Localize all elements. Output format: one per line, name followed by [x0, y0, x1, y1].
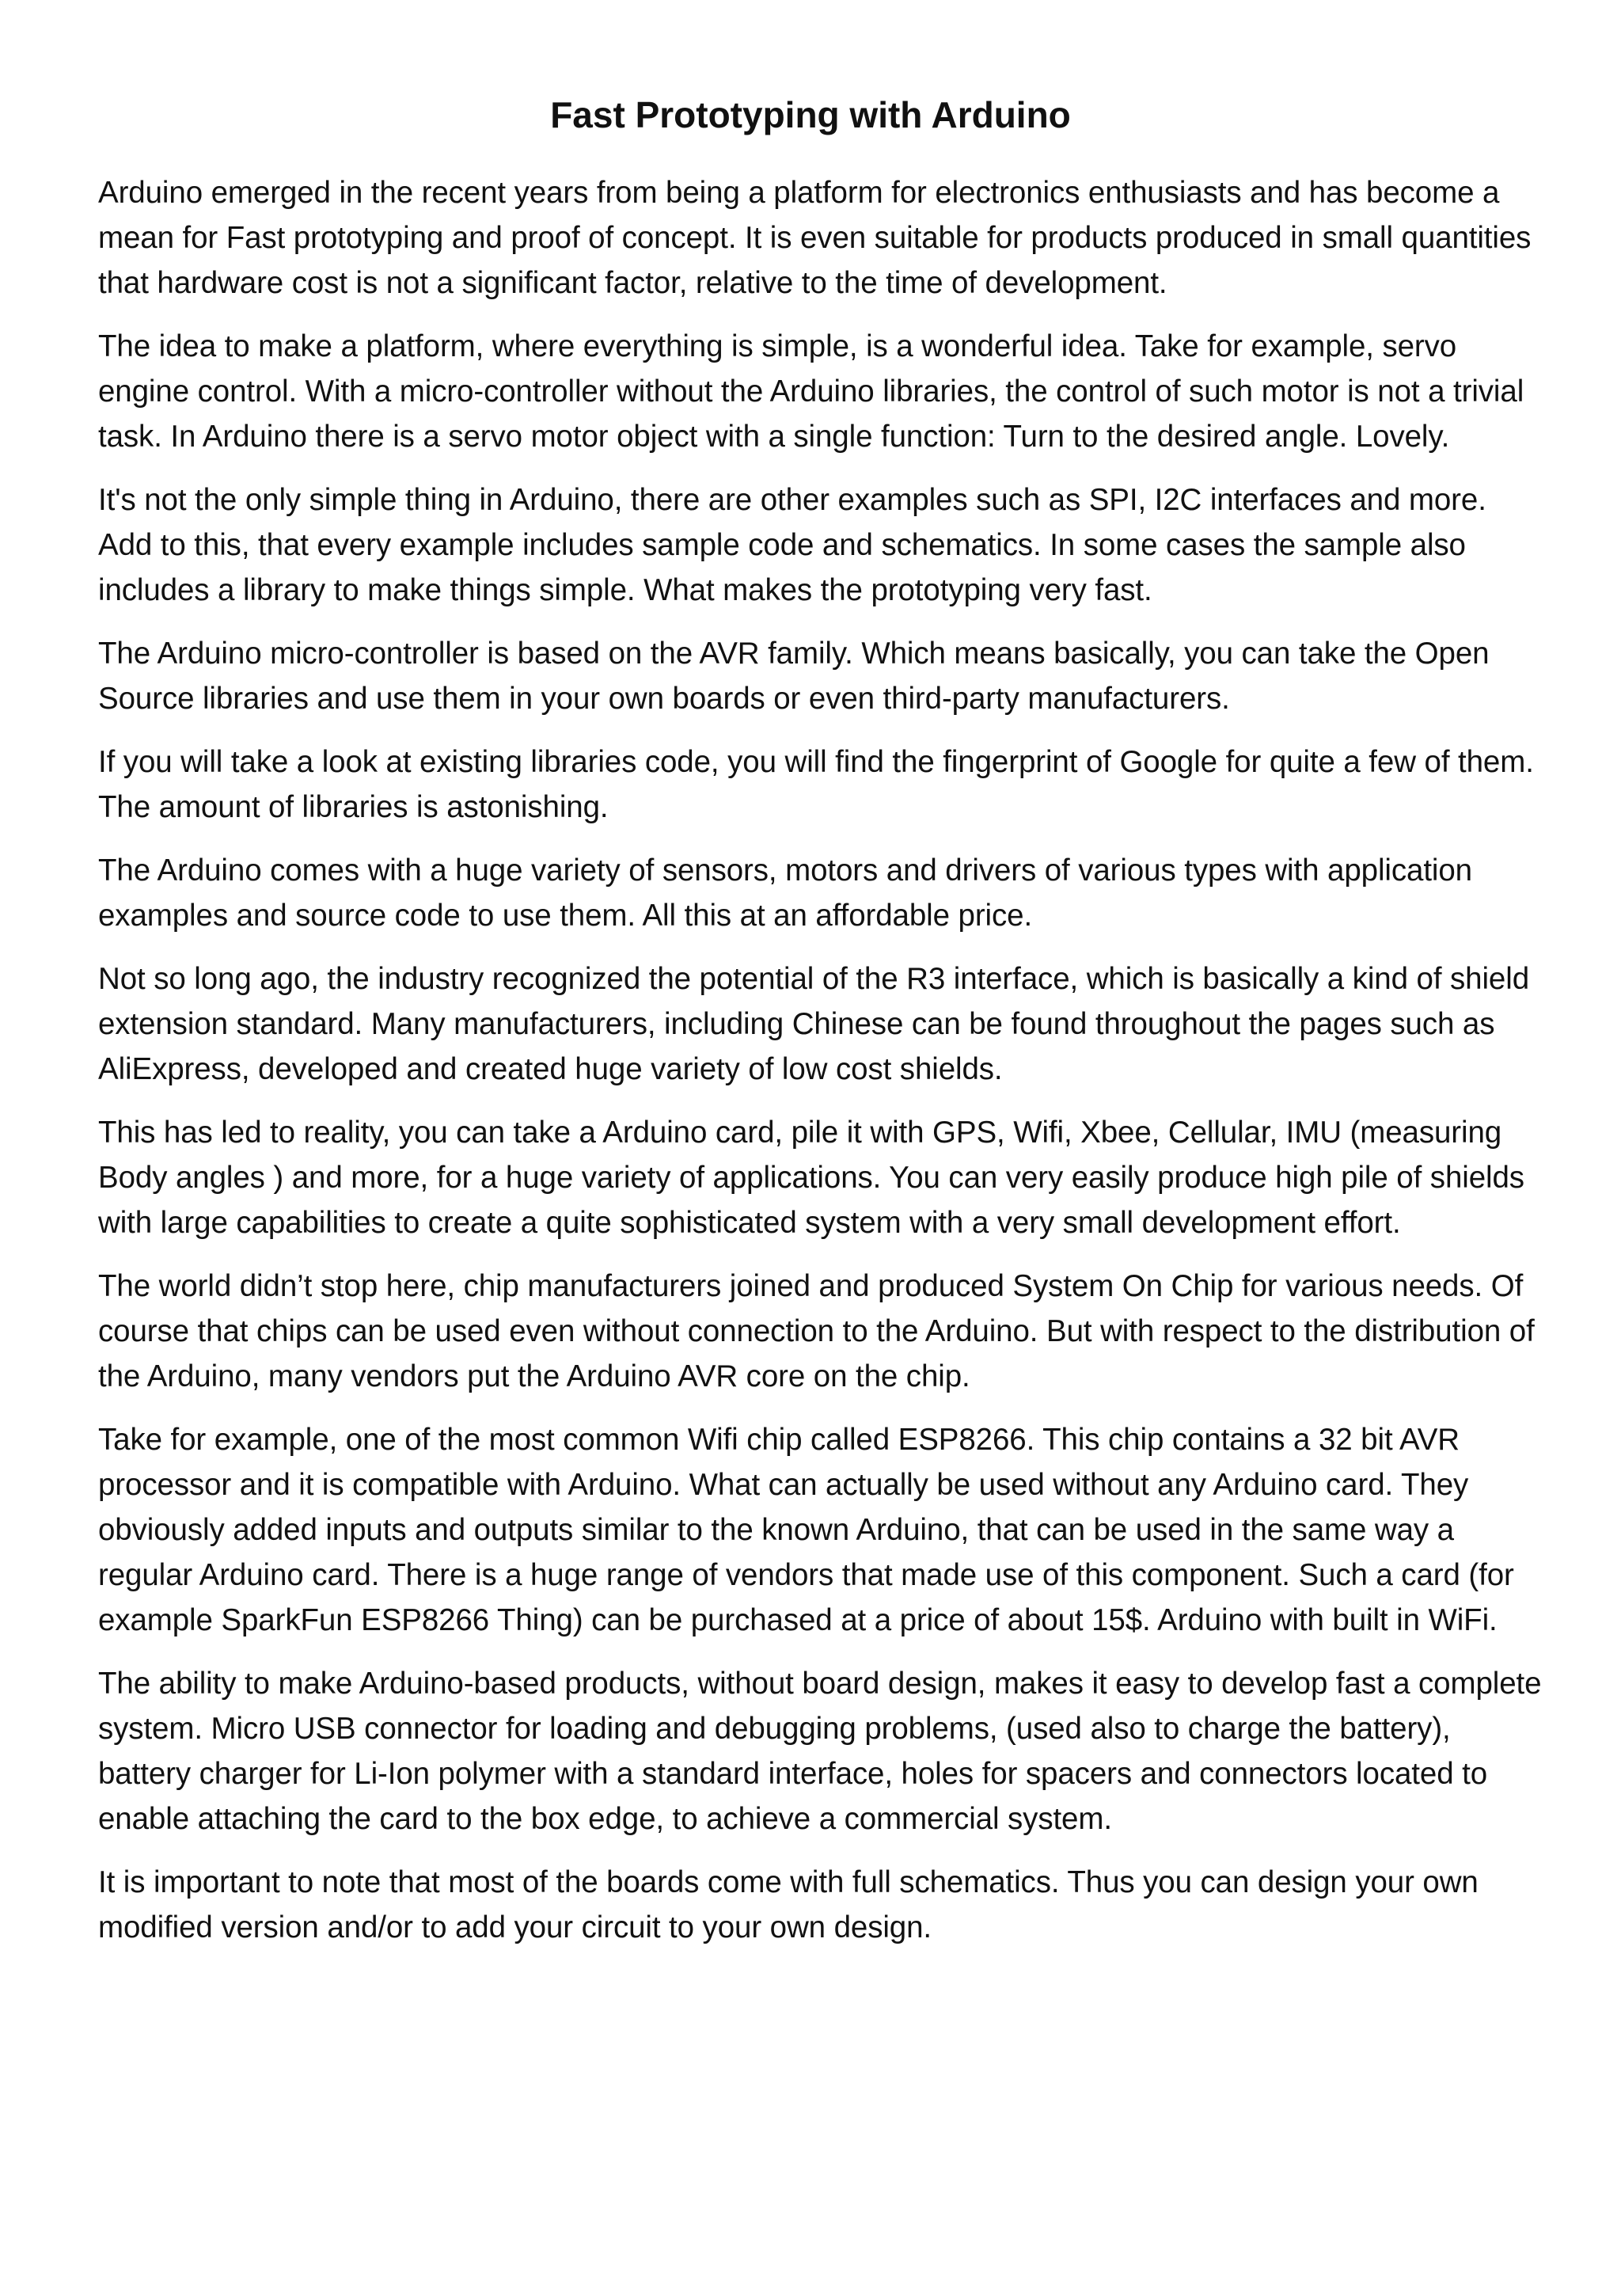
paragraph: Arduino emerged in the recent years from being a platform for electronics enthusiasts and has become a mean for Fast prototyping and proof of concept. It is even suitable for products produced in small quantities that hardware cost is not a significant factor, relative to the time of development. — [98, 176, 1532, 300]
paragraph: The Arduino micro-controller is based on the AVR family. Which means basically, you can take the Open Source libraries and use them in your own boards or even third-party manufacturers. — [98, 637, 1490, 716]
paragraph: Take for example, one of the most common Wifi chip called ESP8266. This chip contains a 32 bit AVR processor and it is compatible with Arduino. What can actually be used without any Arduino card. They obviously added inputs and outputs similar to the known Arduino, that can be used in the same way a regular Arduino card. There is a huge range of vendors that made use of this component. Such a card (for example SparkFun ESP8266 Thing) can be purchased at a price of about 15$. Arduino with built in WiFi. — [98, 1423, 1514, 1637]
paragraph: Not so long ago, the industry recognized the potential of the R3 interface, which is basically a kind of shield extension standard. Many manufacturers, including Chinese can be found throughout the pages such as AliExpress, developed and created huge variety of low cost shields. — [98, 962, 1530, 1086]
document-body — [98, 170, 1543, 1968]
paragraph: The world didn’t stop here, chip manufacturers joined and produced System On Chip for various needs. Of course that chips can be used even without connection to the Arduino. But with respect to the distribution of the Arduino, many vendors put the Arduino AVR core on the chip. — [98, 1269, 1535, 1393]
paragraph: The Arduino comes with a huge variety of sensors, motors and drivers of various types with application examples and source code to use them. All this at an affordable price. — [98, 853, 1472, 933]
paragraph: It is important to note that most of the boards come with full schematics. Thus you can design your own modified version and/or to add your circuit to your own design. — [98, 1865, 1479, 1944]
paragraph: The idea to make a platform, where everything is simple, is a wonderful idea. Take for example, servo engine control. With a micro-controller without the Arduino libraries, the control of such motor is not a trivial task. In Arduino there is a servo motor object with a single function: Turn to the desired angle. Lovely. — [98, 329, 1524, 454]
paragraph: If you will take a look at existing libraries code, you will find the fingerprint of Google for quite a few of them. The amount of libraries is astonishing. — [98, 745, 1534, 824]
document-title: Fast Prototyping with Arduino — [550, 94, 1071, 135]
paragraph: This has led to reality, you can take a Arduino card, pile it with GPS, Wifi, Xbee, Cellular, IMU (measuring Body angles ) and more, for a huge variety of applications. You can very easily produce high pile of shields with large capabilities to create a quite sophisticated system with a very small development effort. — [98, 1116, 1524, 1240]
paragraph: The ability to make Arduino-based products, without board design, makes it easy to develop fast a complete system. Micro USB connector for loading and debugging problems, (used also to charge the battery), battery charger for Li-Ion polymer with a standard interface, holes for spacers and connectors located to enable attaching the card to the box edge, to achieve a commercial system. — [98, 1667, 1542, 1836]
paragraph: It's not the only simple thing in Arduino, there are other examples such as SPI, I2C interfaces and more. Add to this, that every example includes sample code and schematics. In some cases the sample also includes a library to make things simple. What makes the prototyping very fast. — [98, 483, 1486, 607]
